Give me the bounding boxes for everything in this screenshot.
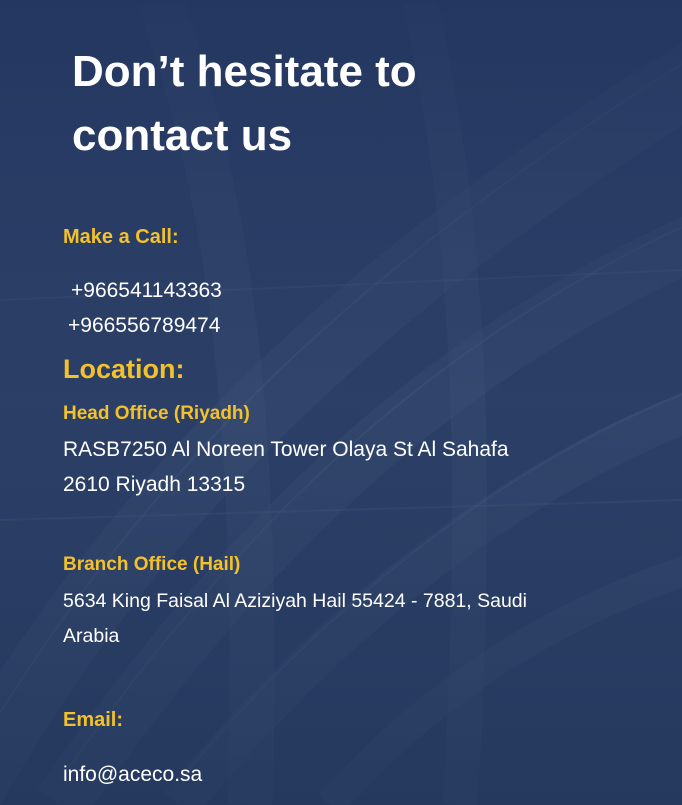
branch-office-address-line-1: 5634 King Faisal Al Aziziyah Hail 55424 - 7881, Saudi: [63, 590, 527, 612]
email-label: Email:: [63, 709, 124, 731]
heading-line-1: Don’t hesitate to: [72, 47, 417, 96]
make-a-call-label: Make a Call:: [63, 226, 179, 248]
phone-link-1[interactable]: +966541143363: [71, 279, 222, 302]
page-heading: [72, 40, 632, 168]
location-label: Location:: [63, 354, 185, 384]
head-office-address-line-1: RASB7250 Al Noreen Tower Olaya St Al Sahafa: [63, 438, 509, 461]
email-link[interactable]: info@aceco.sa: [63, 763, 203, 786]
head-office-address-line-2: 2610 Riyadh 13315: [63, 473, 246, 496]
branch-office-label: Branch Office (Hail): [63, 554, 241, 575]
head-office-label: Head Office (Riyadh): [63, 403, 250, 424]
phone-link-2[interactable]: +966556789474: [68, 314, 221, 337]
heading-line-2: contact us: [72, 111, 293, 160]
branch-office-address-line-2: Arabia: [63, 625, 120, 647]
